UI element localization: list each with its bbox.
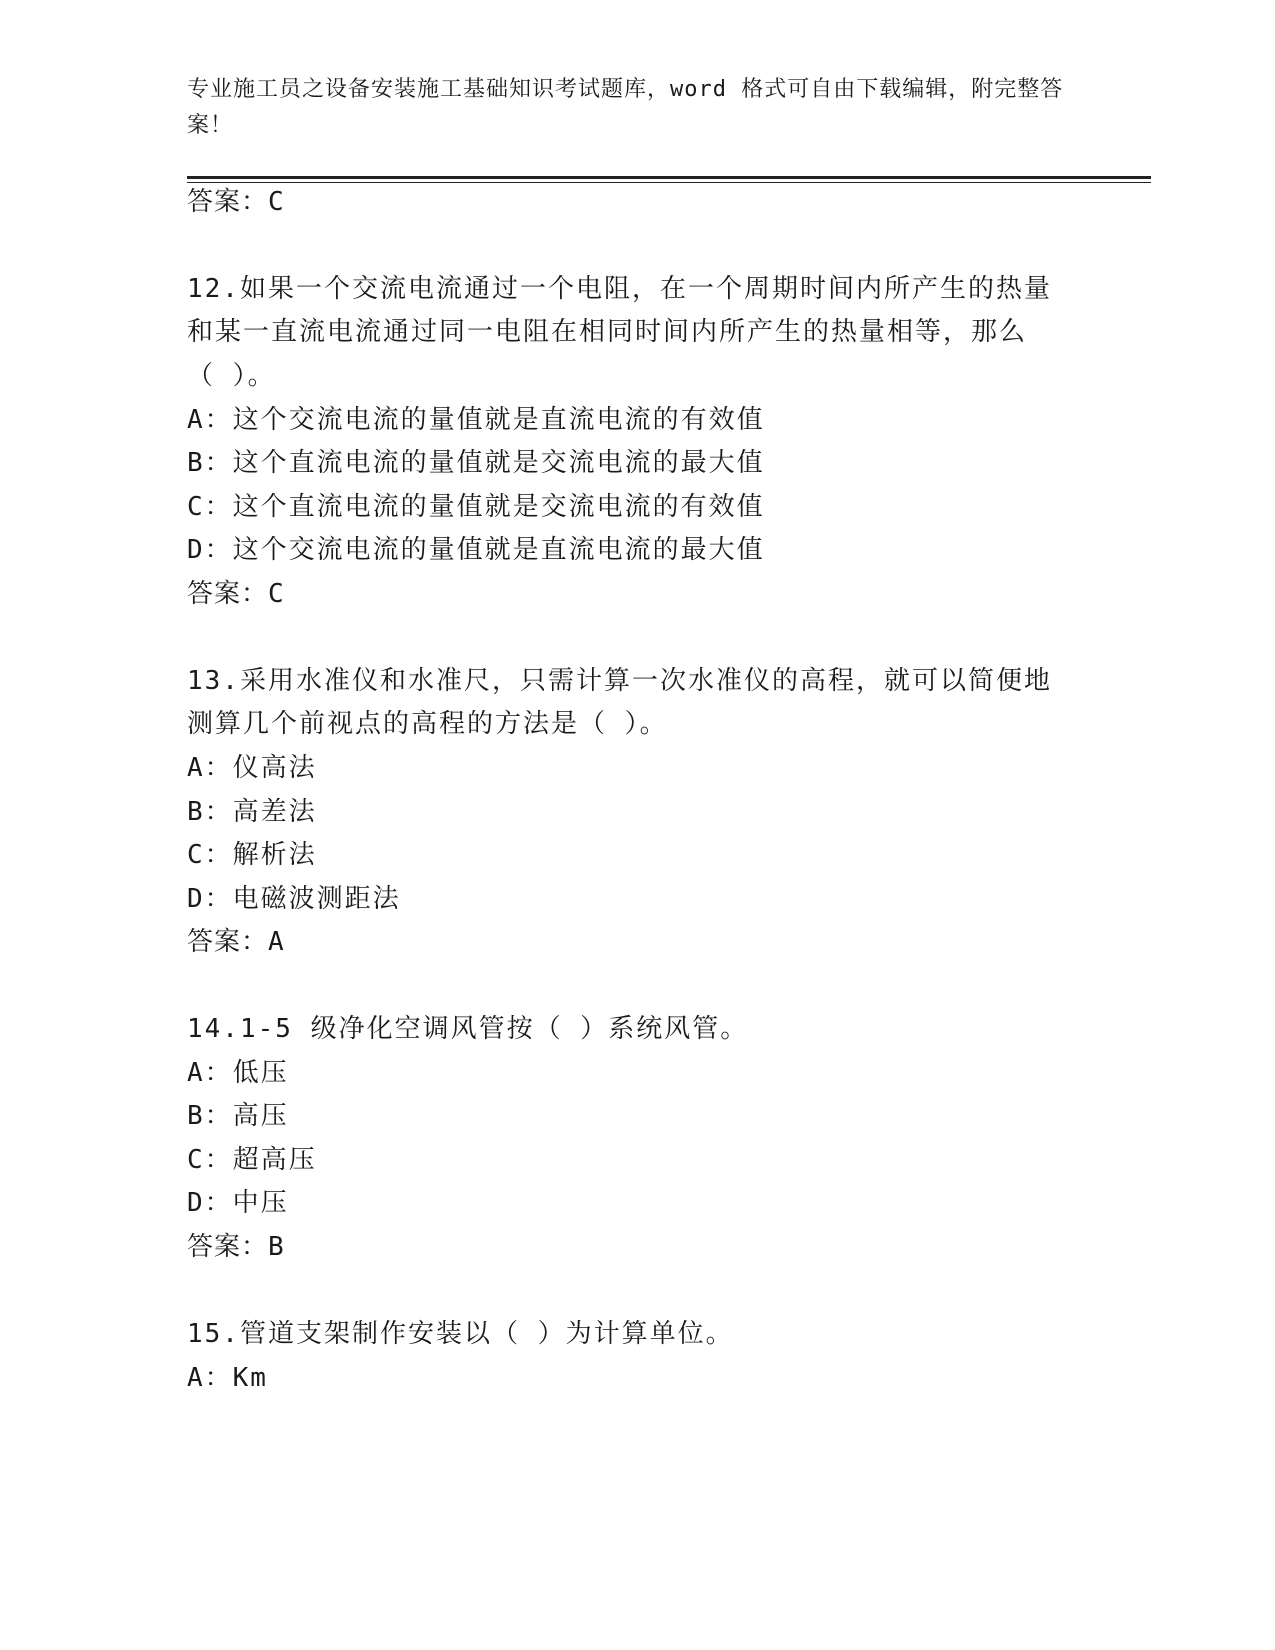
question-12-option-b: B：这个直流电流的量值就是交流电流的最大值 [187,448,765,478]
question-13-stem-line-2: 测算几个前视点的高程的方法是（ ）。 [187,709,668,739]
question-12-answer: 答案：C [187,579,285,609]
previous-answer: 答案：C [187,187,285,217]
header-divider-thick [187,176,1151,179]
question-12-stem-line-2: 和某一直流电流通过同一电阻在相同时间内所产生的热量相等，那么 [187,317,1028,347]
question-13-option-c: C：解析法 [187,840,317,870]
question-14-option-a: A：低压 [187,1058,289,1088]
question-13-answer: 答案：A [187,927,285,957]
question-15-stem-line-1: 15.管道支架制作安装以（ ）为计算单位。 [187,1319,734,1349]
question-12-option-d: D：这个交流电流的量值就是直流电流的最大值 [187,535,765,565]
question-14-option-d: D：中压 [187,1188,289,1218]
header-divider-thin [187,182,1151,183]
question-14-answer: 答案：B [187,1232,285,1262]
question-14-option-c: C：超高压 [187,1145,317,1175]
question-12-option-a: A：这个交流电流的量值就是直流电流的有效值 [187,405,765,435]
question-12-stem-line-3: （ ）。 [187,361,276,391]
question-12-stem-line-1: 12.如果一个交流电流通过一个电阻，在一个周期时间内所产生的热量 [187,274,1052,304]
question-15-option-a: A：Km [187,1363,268,1393]
question-13-option-d: D：电磁波测距法 [187,884,401,914]
question-13-option-a: A：仪高法 [187,753,317,783]
question-14-stem-line-1: 14.1-5 级净化空调风管按（ ）系统风管。 [187,1014,749,1044]
question-12-option-c: C：这个直流电流的量值就是交流电流的有效值 [187,492,765,522]
document-header: 专业施工员之设备安装施工基础知识考试题库，word 格式可自由下载编辑，附完整答案！ [187,77,1064,138]
question-13-option-b: B：高差法 [187,797,317,827]
question-14-option-b: B：高压 [187,1101,289,1131]
question-13-stem-line-1: 13.采用水准仪和水准尺，只需计算一次水准仪的高程，就可以简便地 [187,666,1052,696]
